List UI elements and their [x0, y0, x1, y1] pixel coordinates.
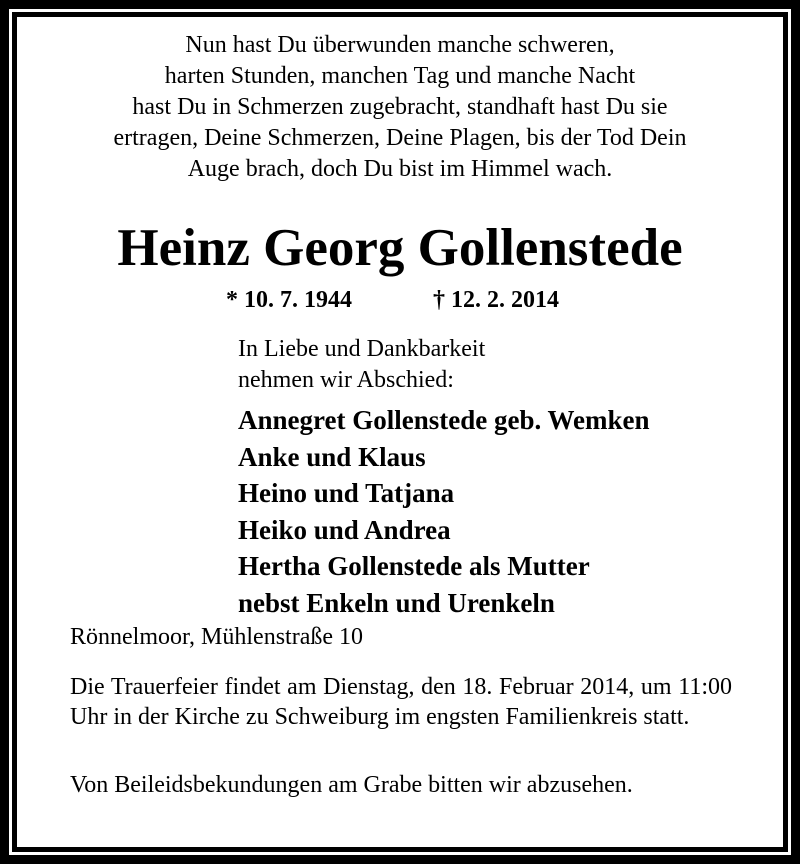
- poem-line: Nun hast Du überwunden manche schweren,: [185, 32, 615, 58]
- family-member: Annegret Gollenstede geb. Wemken: [238, 405, 650, 435]
- intro: [238, 334, 485, 396]
- family-member: Anke und Klaus: [238, 441, 426, 472]
- family-member: nebst Enkeln und Urenkeln: [238, 587, 555, 618]
- poem-line: ertragen, Deine Schmerzen, Deine Plagen, bis der Tod Dein: [113, 125, 687, 151]
- family-list: [238, 402, 650, 621]
- poem: [20, 30, 780, 185]
- address: Rönnelmoor, Mühlenstraße 10: [70, 624, 363, 650]
- intro-line: In Liebe und Dankbarkeit: [238, 336, 486, 362]
- family-member: Heiko und Andrea: [238, 514, 451, 545]
- intro-line: nehmen wir Abschied:: [238, 367, 454, 393]
- condolence-notice: Von Beileidsbekundungen am Grabe bitten wir abzusehen.: [70, 772, 633, 798]
- family-member: Hertha Gollenstede als Mutter: [238, 551, 590, 581]
- family-member: Heino und Tatjana: [238, 478, 455, 508]
- service-notice: Die Trauerfeier findet am Dienstag, den 18. Februar 2014, um 11:00 Uhr in der Kirche zu Schweiburg im engsten Familienkreis statt.: [70, 674, 732, 730]
- birth-date: * 10. 7. 1944: [226, 287, 352, 313]
- deceased-name: Heinz Georg Gollenstede: [117, 219, 683, 277]
- poem-line: hast Du in Schmerzen zugebracht, standhaft hast Du sie: [132, 94, 668, 120]
- death-date: † 12. 2. 2014: [433, 287, 559, 313]
- poem-line: harten Stunden, manchen Tag und manche Nacht: [164, 63, 636, 89]
- poem-line: Auge brach, doch Du bist im Himmel wach.: [187, 156, 613, 182]
